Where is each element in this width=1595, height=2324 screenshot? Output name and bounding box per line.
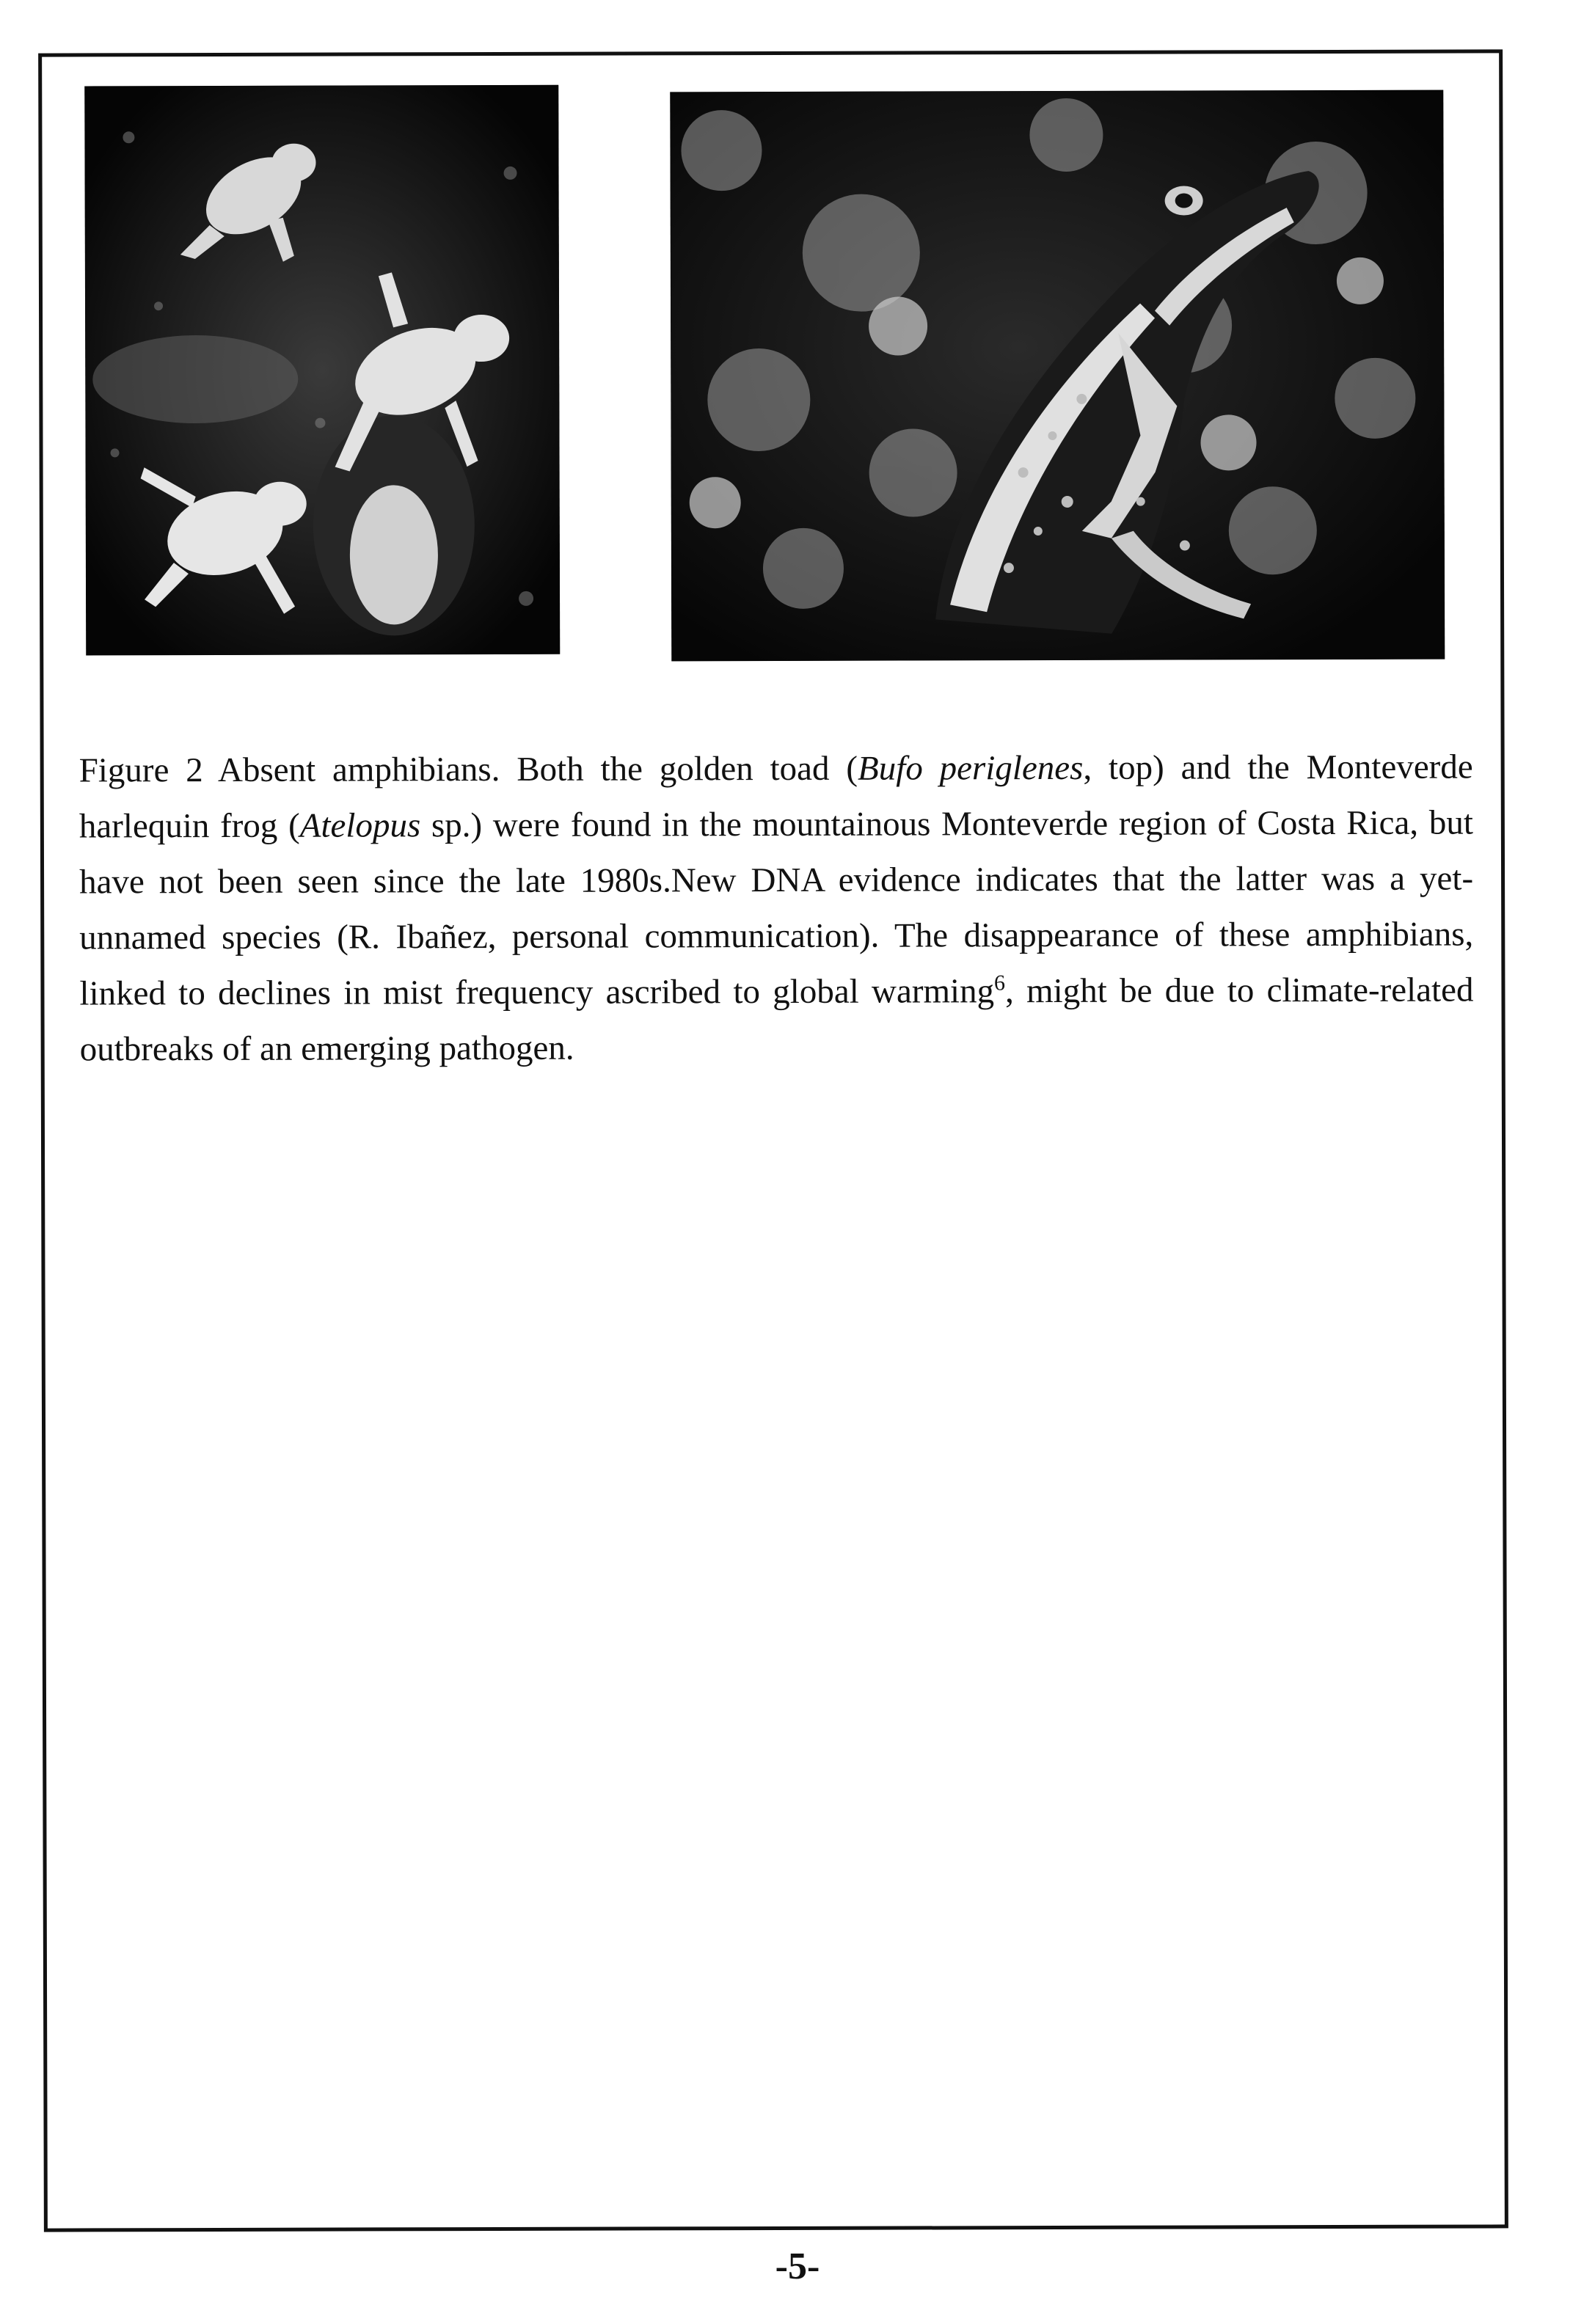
caption-genus-atelopus: Atelopus	[299, 806, 421, 845]
harlequin-frog-photo	[670, 90, 1445, 662]
figure-caption	[79, 739, 1474, 1078]
harlequin-frog-image	[670, 90, 1445, 662]
caption-text-2: , top) and the Monteverde harlequin frog (	[79, 748, 1473, 846]
caption-text-1: Figure 2 Absent amphibians. Both the golden toad (	[79, 749, 858, 790]
caption-text-4: , might be due to climate-related outbreaks of an emerging pathogen.	[79, 971, 1474, 1069]
golden-toad-image	[84, 85, 560, 656]
caption-reference-superscript: 6	[993, 971, 1006, 995]
caption-species-bufo: Bufo periglenes	[857, 748, 1084, 788]
caption-text-3: sp.) were found in the mountainous Monteverde region of Costa Rica, but have not been seen since the late 1980s.New DNA evidence indicates that the latter was a yet-unnamed species (R. Ibañez, personal communication). The disappearance of these amphibians, linked to declines in mist frequency ascribed to global warming	[79, 803, 1474, 1013]
page-frame	[38, 49, 1508, 2232]
page-number: -5-	[775, 2246, 820, 2287]
golden-toad-photo	[84, 85, 560, 656]
